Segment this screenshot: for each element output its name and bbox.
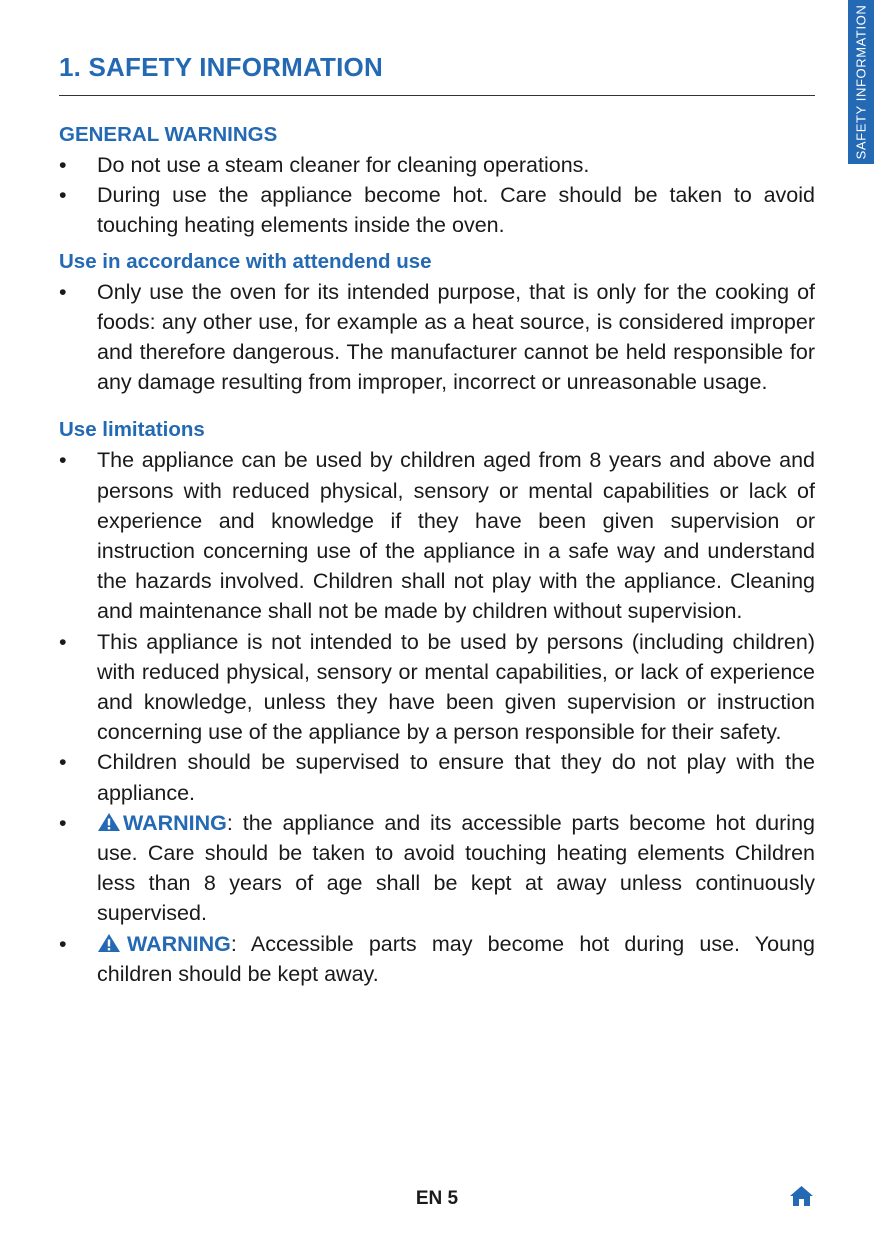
page-title: 1. SAFETY INFORMATION xyxy=(59,52,383,82)
list-item: • Children should be supervised to ensure that they do not play with the appliance. xyxy=(59,747,815,807)
warning-triangle-icon xyxy=(97,812,121,832)
warning-item xyxy=(59,808,815,929)
use-limitations-list xyxy=(59,445,815,989)
side-tab-label: SAFETY INFORMATION xyxy=(853,4,869,160)
warning-item xyxy=(59,929,815,989)
warning-text: : the appliance and its accessible parts become hot during use. Care should be taken to avoid touching heating elements Children less than 8 years of age shall be kept at away unless continuously supervised. xyxy=(97,810,815,926)
content xyxy=(59,120,815,989)
list-item: • Only use the oven for its intended purpose, that is only for the cooking of foods: any other use, for example as a heat source, is considered improper and therefore dangerous. The manufacturer cannot be held responsible for any damage resulting from improper, incorrect or unreasonable usage. xyxy=(59,277,815,398)
intended-use-list xyxy=(59,277,815,398)
warning-label: WARNING xyxy=(123,810,227,835)
general-warnings-list xyxy=(59,150,815,241)
list-item: • The appliance can be used by children aged from 8 years and above and persons with reduced physical, sensory or mental capabilities or lack of experience and knowledge if they have been given supervision or instruction concerning use of the appliance in a safe way and understand the hazards involved. Children shall not play with the appliance. Cleaning and maintenance shall not be made by children without supervision. xyxy=(59,445,815,626)
section-heading-general-warnings: GENERAL WARNINGS xyxy=(59,123,278,146)
title-divider xyxy=(59,95,815,96)
section-heading-intended-use: Use in accordance with attendend use xyxy=(59,249,432,273)
warning-triangle-icon xyxy=(97,933,121,953)
home-icon[interactable] xyxy=(789,1185,814,1207)
warning-text: : Accessible parts may become hot during use. Young children should be kept away. xyxy=(97,931,815,986)
page-number: EN 5 xyxy=(415,1188,459,1209)
list-item: • Do not use a steam cleaner for cleaning operations. xyxy=(59,150,815,180)
section-heading-use-limitations: Use limitations xyxy=(59,418,205,442)
side-tab[interactable] xyxy=(848,0,874,164)
list-item: • During use the appliance become hot. Care should be taken to avoid touching heating elements inside the oven. xyxy=(59,180,815,240)
warning-label: WARNING xyxy=(127,931,231,956)
list-item: • This appliance is not intended to be used by persons (including children) with reduced physical, sensory or mental capabilities, or lack of experience and knowledge, unless they have been given supervision or instruction concerning use of the appliance by a person responsible for their safety. xyxy=(59,627,815,748)
